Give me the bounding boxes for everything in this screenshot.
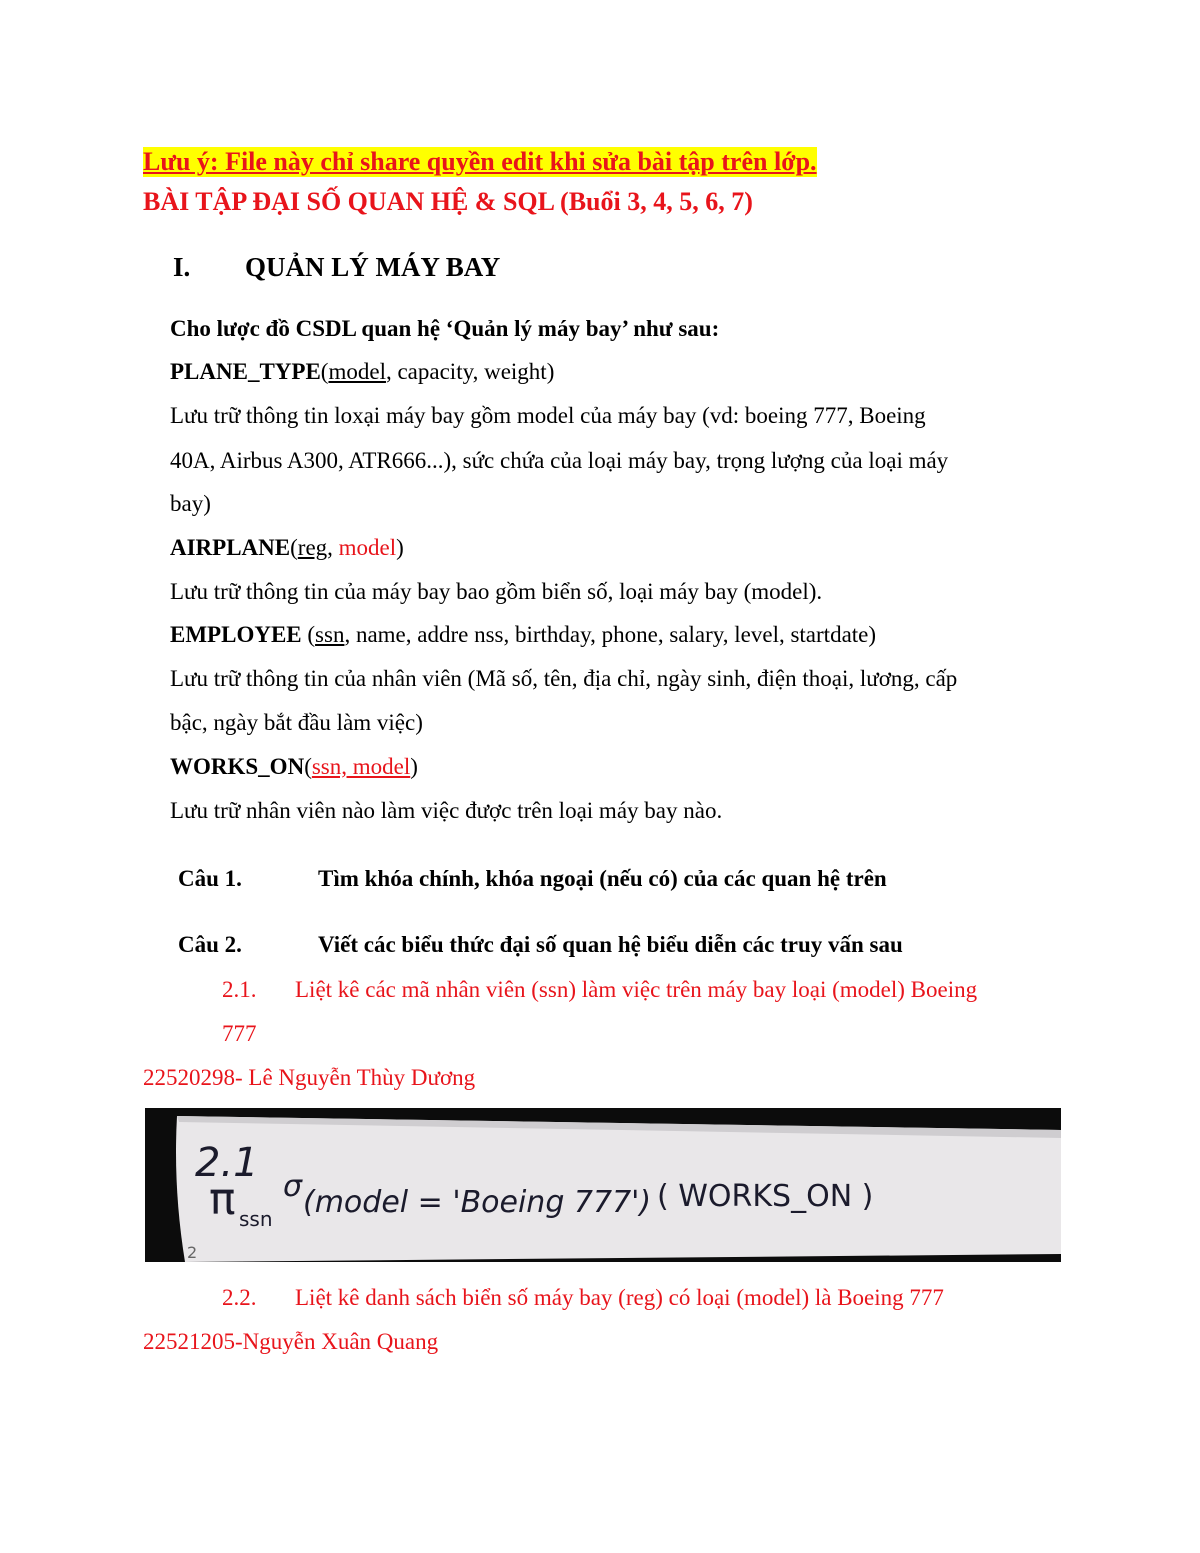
handwritten-answer-photo [145, 1108, 1061, 1262]
paren: ) [396, 535, 404, 560]
question-2-label: Câu 2. [178, 932, 242, 957]
relation-name: WORKS_ON [170, 754, 305, 779]
question-1-label: Câu 1. [178, 866, 242, 891]
document-title: BÀI TẬP ĐẠI SỐ QUAN HỆ & SQL (Buổi 3, 4, 5, 6, 7) [143, 187, 753, 216]
airplane-description: Lưu trữ thông tin của máy bay bao gồm biển số, loại máy bay (model). [170, 579, 823, 604]
question-1-text: Tìm khóa chính, khóa ngoại (nếu có) của các quan hệ trên [318, 866, 887, 891]
attributes: , name, addre nss, birthday, phone, salary, level, startdate) [344, 622, 877, 647]
question-2-text: Viết các biểu thức đại số quan hệ biểu diễn các truy vấn sau [318, 932, 903, 957]
paren: ) [410, 754, 418, 779]
relation-name: PLANE_TYPE [170, 359, 321, 384]
subquestion-2-2-author: 22521205-Nguyễn Xuân Quang [143, 1329, 439, 1354]
pi-subscript: ssn [239, 1207, 273, 1231]
subquestion-2-1-label: 2.1. [222, 977, 257, 1002]
paren: ( [290, 535, 298, 560]
handwritten-heading: 2.1 [195, 1140, 259, 1186]
primary-key: ssn, model [311, 754, 411, 779]
corner-mark: 2 [187, 1243, 198, 1262]
works-on-description: Lưu trữ nhân viên nào làm việc được trên loại máy bay nào. [170, 798, 723, 823]
separator: , [327, 535, 339, 560]
subquestion-2-2-text: Liệt kê danh sách biển số máy bay (reg) có loại (model) là Boeing 777 [295, 1285, 944, 1310]
section-heading: QUẢN LÝ MÁY BAY [245, 252, 501, 282]
edit-permission-note: Lưu ý: File này chỉ share quyền edit khi sửa bài tập trên lớp. [143, 147, 817, 176]
paren: ( [320, 359, 329, 384]
plane-type-relation [170, 357, 554, 387]
relation-name: EMPLOYEE [170, 622, 302, 647]
sigma-symbol: σ [283, 1169, 303, 1204]
primary-key: model [328, 359, 386, 384]
attributes: , capacity, weight) [385, 359, 555, 384]
subquestion-2-2-label: 2.2. [222, 1285, 257, 1310]
works-on-relation [170, 752, 418, 782]
relation-name: AIRPLANE [170, 535, 291, 560]
pi-symbol: π [209, 1174, 236, 1225]
selection-condition: (model = 'Boeing 777') [303, 1185, 652, 1220]
subquestion-2-1-text: Liệt kê các mã nhân viên (ssn) làm việc trên máy bay loại (model) Boeing [295, 977, 978, 1002]
employee-description: Lưu trữ thông tin của nhân viên (Mã số, tên, địa chỉ, ngày sinh, điện thoại, lương, cấp [170, 666, 958, 691]
paren: ( [301, 622, 316, 647]
section-number: I. [173, 252, 191, 282]
foreign-key: model [338, 535, 397, 560]
employee-relation [170, 620, 876, 650]
airplane-relation [170, 533, 404, 563]
plane-type-description-2: 40A, Airbus A300, ATR666...), sức chứa của loại máy bay, trọng lượng của loại máy [170, 448, 949, 473]
primary-key: reg [297, 535, 328, 560]
paren: ( [304, 754, 312, 779]
schema-intro: Cho lược đồ CSDL quan hệ ‘Quản lý máy bay’ như sau: [170, 316, 720, 341]
plane-type-description-3: bay) [170, 491, 211, 516]
subquestion-2-1-text-2: 777 [222, 1021, 257, 1046]
plane-type-description: Lưu trữ thông tin loxại máy bay gồm model của máy bay (vd: boeing 777, Boeing [170, 403, 926, 428]
subquestion-2-1-author: 22520298- Lê Nguyễn Thùy Dương [143, 1065, 476, 1090]
primary-key: ssn [315, 622, 345, 647]
relation-operand: ( WORKS_ON ) [657, 1179, 874, 1214]
employee-description-2: bậc, ngày bắt đầu làm việc) [170, 710, 423, 735]
